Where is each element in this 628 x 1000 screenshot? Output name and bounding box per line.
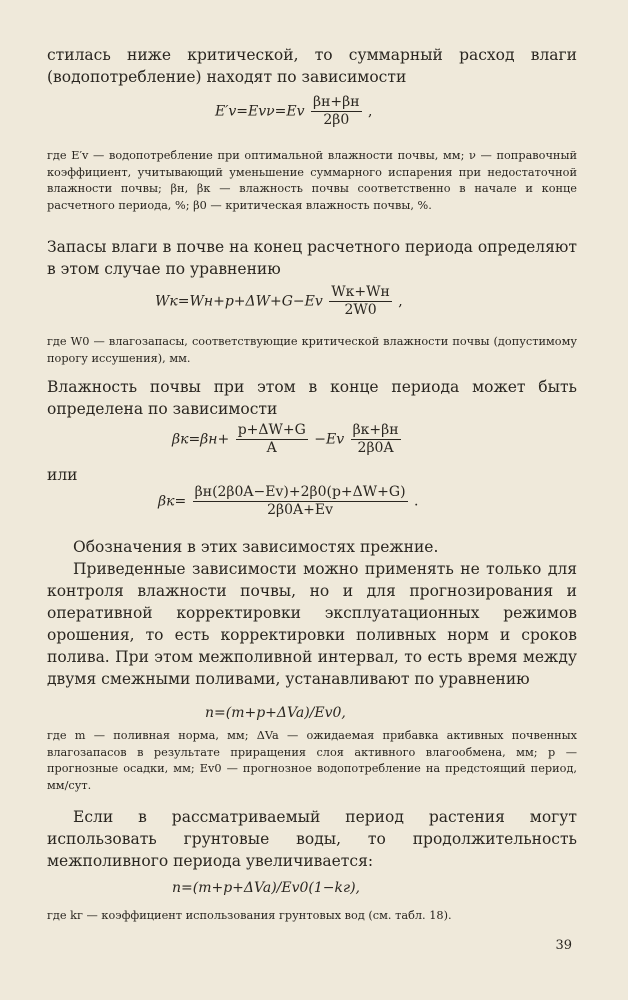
equation-4-numerator: βн(2β0A−Ev)+2β0(p+ΔW+G) [194, 484, 406, 500]
equation-1-denominator: 2β0 [323, 112, 350, 128]
equation-6-text: n=(m+p+ΔVa)/Ev0(1−kг), [172, 880, 360, 896]
equation-3-fraction-1 [236, 422, 308, 457]
equation-3-lhs: βк=βн+ [172, 431, 230, 448]
or-word: или [47, 466, 78, 484]
equation-1-lhs: E′v=Evν=Ev [215, 103, 305, 120]
equation-4-denominator: 2β0A+Ev [267, 502, 334, 518]
equation-4-lhs: βк= [158, 493, 187, 510]
equation-3-fraction-2 [351, 422, 401, 457]
note-4: где kг — коэффициент использования грунтовых вод (см. табл. 18). [47, 909, 452, 922]
equation-1 [215, 94, 373, 129]
equation-2-numerator: Wк+Wн [331, 284, 390, 300]
paragraph-4: Обозначения в этих зависимостях прежние. [73, 538, 439, 556]
equation-2-tail: , [398, 293, 403, 310]
equation-5-text: n=(m+p+ΔVa)/Ev0, [205, 705, 346, 721]
equation-5 [205, 705, 346, 721]
equation-2-lhs: Wк=Wн+p+ΔW+G−Ev [155, 293, 323, 310]
page-number: 39 [555, 938, 572, 953]
paragraph-1: стилась ниже критической, то суммарный расход влаги (водопотребление) находят по зависимости [47, 46, 577, 86]
note-3: где m — поливная норма, мм; ΔVa — ожидаемая прибавка активных почвенных влагозапасов в результате приращения слоя активного влагообмена, мм; p — прогнозные осадки, мм; Ev0 — прогнозное водопотребление на предстоящий период, мм/сут. [47, 729, 577, 792]
equation-3 [172, 422, 403, 457]
equation-3-numerator-2: βк+βн [352, 422, 399, 438]
paragraph-6: Если в рассматриваемый период растения могут использовать грунтовые воды, то продолжительность межполивного периода увеличивается: [47, 808, 577, 870]
equation-2-fraction [329, 284, 392, 319]
equation-1-numerator: βн+βн [313, 94, 360, 110]
note-1: где E′v — водопотребление при оптимальной влажности почвы, мм; ν — поправочный коэффициент, учитывающий уменьшение суммарного испарения при недостаточной влажности почвы; βн, βк — влажность почвы соответственно в начале и конце расчетного периода, %; β0 — критическая влажность почвы, %. [47, 149, 577, 212]
equation-1-fraction [311, 94, 362, 129]
equation-4-fraction [193, 484, 408, 519]
equation-6 [172, 880, 360, 896]
paragraph-5: Приведенные зависимости можно применять не только для контроля влажности почвы, но и для прогнозирования и оперативной корректировки эксплуатационных режимов орошения, то есть корректировки поливных норм и сроков полива. При этом межполивной интервал, то есть время между двумя смежными поливами, устанавливают по уравнению [47, 560, 577, 688]
equation-1-tail: , [368, 103, 373, 120]
note-2: где W0 — влагозапасы, соответствующие критической влажности почвы (допустимому порогу иссушения), мм. [47, 335, 577, 365]
equation-2-denominator: 2W0 [344, 302, 377, 318]
equation-3-middle: −Ev [314, 431, 345, 448]
paragraph-2: Запасы влаги в почве на конец расчетного периода определяют в этом случае по уравнению [47, 238, 577, 278]
equation-4-tail: . [414, 493, 419, 510]
equation-3-denominator-1: A [266, 440, 277, 456]
paragraph-3: Влажность почвы при этом в конце периода может быть определена по зависимости [47, 378, 577, 418]
equation-4 [158, 484, 418, 519]
equation-3-numerator-1: p+ΔW+G [237, 422, 306, 438]
equation-3-denominator-2: 2β0A [357, 440, 394, 456]
equation-2 [155, 284, 403, 319]
